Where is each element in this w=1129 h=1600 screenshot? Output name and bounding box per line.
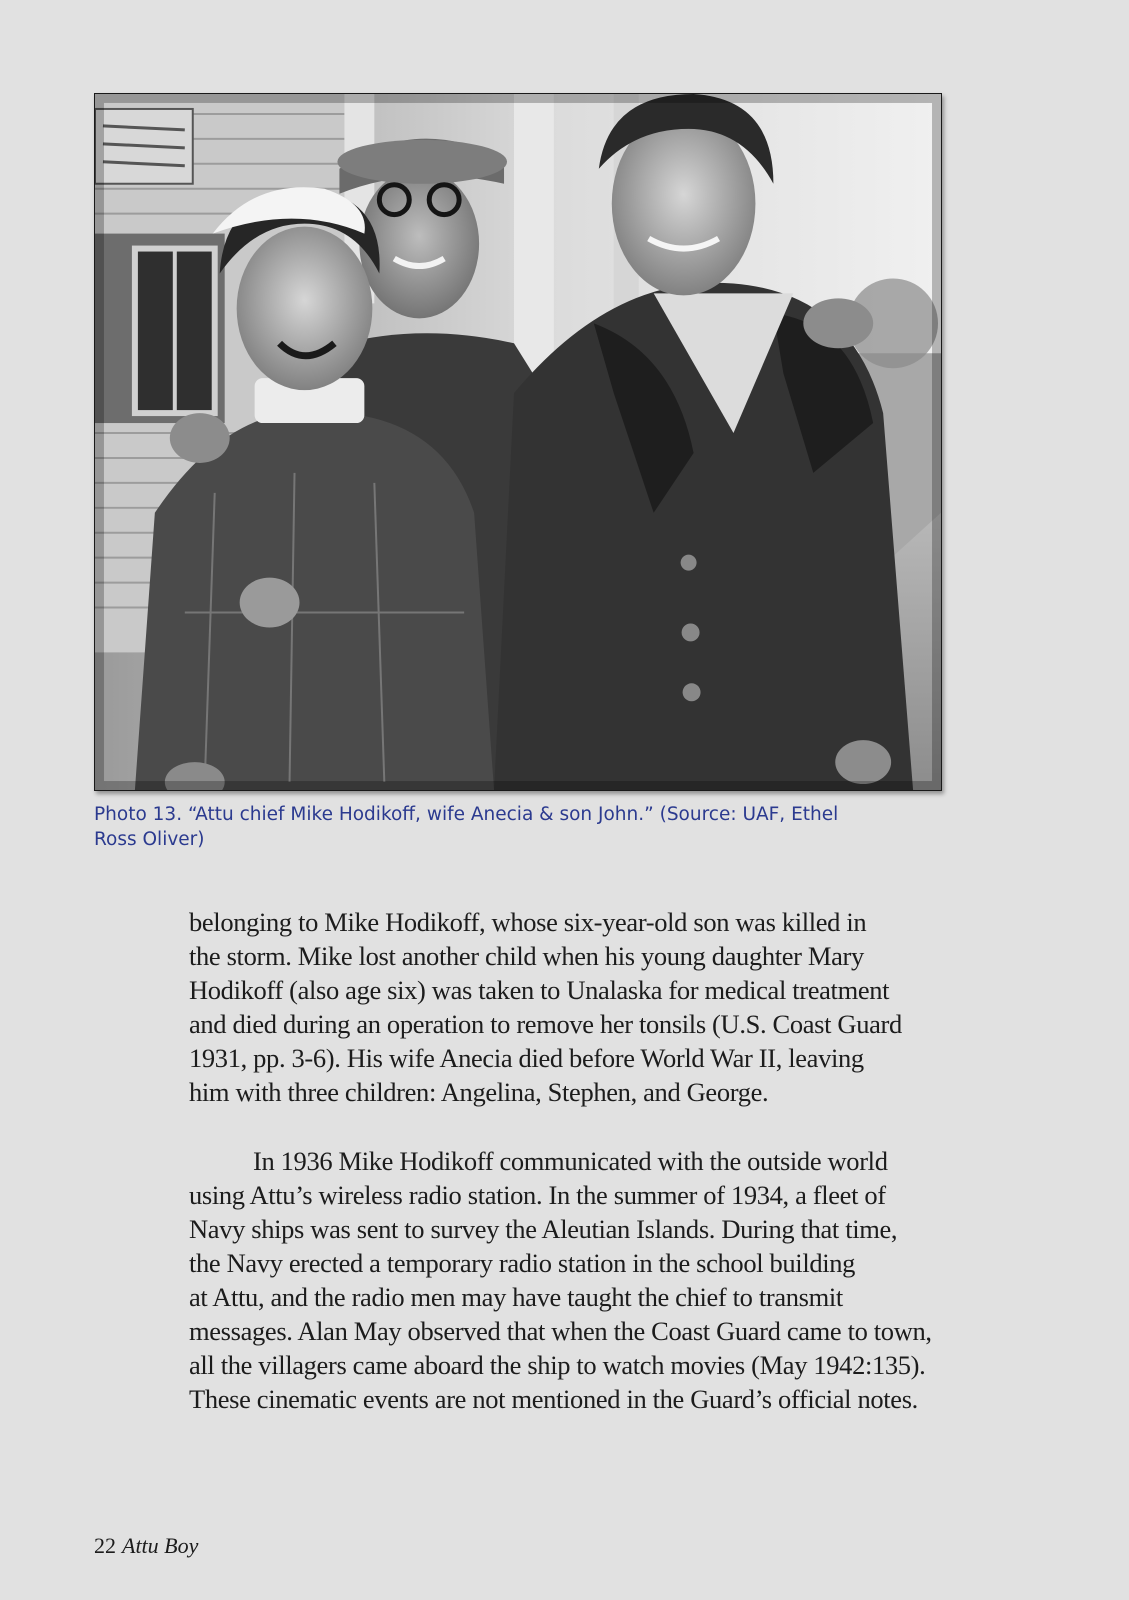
text-line: all the villagers came aboard the ship to watch movies (May 1942:135). — [189, 1350, 926, 1381]
text-line: and died during an operation to remove her tonsils (U.S. Coast Guard — [189, 1009, 902, 1040]
caption-line: Photo 13. “Attu chief Mike Hodikoff, wife Anecia & son John.” (Source: UAF, Ethel — [94, 804, 839, 825]
text-line: belonging to Mike Hodikoff, whose six-year-old son was killed in — [189, 907, 867, 937]
text-line: the Navy erected a temporary radio station in the school building — [189, 1247, 856, 1278]
text-line: These cinematic events are not mentioned in the Guard’s official notes. — [189, 1384, 918, 1415]
text-line: the storm. Mike lost another child when his young daughter Mary — [189, 941, 864, 972]
page-footer — [94, 1533, 198, 1559]
body-text — [189, 905, 959, 1416]
text-line: messages. Alan May observed that when the Coast Guard came to town, — [189, 1316, 932, 1347]
page-number: 22 — [94, 1533, 116, 1558]
text-line: using Attu’s wireless radio station. In the summer of 1934, a fleet of — [189, 1179, 886, 1210]
paragraph — [189, 905, 959, 1110]
historical-photo — [94, 93, 942, 791]
caption-line: Ross Oliver) — [94, 828, 205, 850]
photo-caption — [94, 803, 934, 852]
paragraph — [189, 1144, 959, 1417]
book-title: Attu Boy — [122, 1533, 199, 1558]
text-line: 1931, pp. 3-6). His wife Anecia died before World War II, leaving — [189, 1043, 864, 1074]
photo-three-people-image — [95, 94, 941, 790]
text-line: Hodikoff (also age six) was taken to Unalaska for medical treatment — [189, 975, 890, 1006]
text-line: In 1936 Mike Hodikoff communicated with the outside world — [253, 1145, 888, 1176]
text-line: at Attu, and the radio men may have taught the chief to transmit — [189, 1281, 843, 1312]
text-line: Navy ships was sent to survey the Aleutian Islands. During that time, — [189, 1213, 898, 1244]
text-line: him with three children: Angelina, Stephen, and George. — [189, 1077, 769, 1108]
